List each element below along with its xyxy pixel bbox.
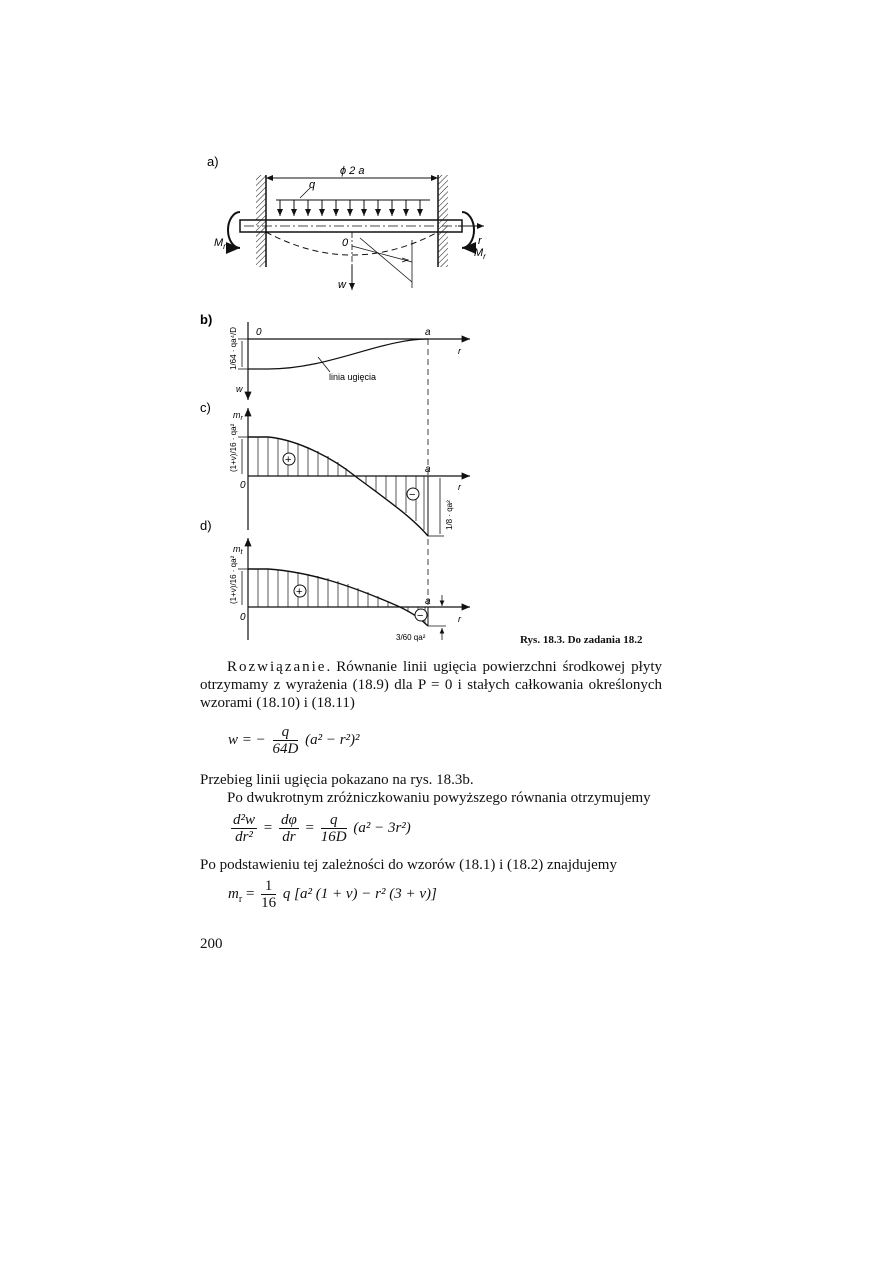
panel-d [200, 518, 470, 642]
f3-num: 1 [261, 878, 276, 895]
mt-hatch [258, 569, 425, 623]
f2-rhs: (a² − 3r²) [353, 819, 411, 836]
panel-a-label: a) [207, 154, 219, 169]
minus-text-d: − [417, 610, 424, 622]
formula-deflection [228, 724, 360, 757]
mt-top-value: (1+ν)/16 · qa² [229, 555, 238, 604]
paragraph-differentiation: Po dwukrotnym zróżniczkowaniu powyższego równania otrzymujemy [227, 790, 651, 806]
a-d-label: a [425, 596, 431, 607]
mr-hatch [258, 437, 424, 530]
max-deflection-label: 1/64 · qa⁴/D [229, 326, 238, 370]
panel-b-label: b) [200, 312, 213, 327]
plus-text-c: + [285, 454, 292, 466]
origin-d-label: 0 [240, 612, 246, 623]
mr-top-value: (1+ν)/16 · qa² [229, 423, 238, 472]
f3-sub: r [238, 893, 243, 905]
moment-right-label: $M_r$ [474, 247, 486, 261]
r-axis-a-label: r [478, 235, 482, 247]
diameter-label: ϕ 2 a [340, 165, 365, 177]
mr-curve [248, 437, 428, 536]
f2-n3: q [321, 812, 347, 829]
w-axis-a-label: w [338, 279, 346, 291]
f2-d2: dr [282, 829, 296, 845]
r-axis-c-label: r [458, 482, 461, 492]
page-number: 200 [200, 936, 223, 952]
formula-derivative: $\frac{\text{d²w}}{\text{dr²}}$ = $\frac{d\varphi}{dr}$ = $\frac{q}{16D}$ (a² − 3r²) [233, 812, 411, 845]
panel-c-label: c) [200, 400, 211, 415]
mt-axis-label: $m_t$ [233, 544, 243, 556]
f1-lhs: w = − [228, 731, 266, 748]
mt-end-value: 3/60 qa² [396, 633, 426, 642]
f2-n1: d²w [233, 812, 256, 828]
right-wall [438, 175, 448, 267]
load-label: q [309, 179, 316, 191]
a-b-label: a [425, 327, 431, 338]
panel-b [200, 312, 470, 400]
f2-d3: 16D [320, 829, 347, 845]
panel-c [200, 400, 470, 536]
f1-num: q [273, 724, 299, 741]
f1-den: 64D [272, 741, 299, 757]
f2-n2: dφ [280, 812, 297, 828]
f3-den: 16 [261, 895, 277, 911]
deflection-curve [248, 339, 428, 369]
plus-text-d: + [296, 586, 303, 598]
left-wall [256, 175, 266, 267]
formula-moment-r: $m_r$ = $\frac{1}{16}$ q [a² (1 + ν) − r² (3 + ν)] [228, 878, 437, 911]
origin-a-label: 0 [342, 237, 349, 249]
f2-d1: dr² [235, 829, 253, 845]
r-axis-d-label: r [458, 614, 461, 624]
figure-caption: Rys. 18.3. Do zadania 18.2 [520, 634, 643, 646]
moment-right [462, 212, 474, 248]
moment-left-label: $M_r$ [214, 237, 226, 251]
minus-text-c: − [409, 489, 416, 501]
panel-a [207, 154, 486, 291]
panel-d-label: d) [200, 518, 212, 533]
f3-lhs: m [228, 885, 239, 902]
r-axis-b-label: r [458, 346, 461, 356]
solution-text: . Równanie linii ugięcia powierzchni środkowej płyty otrzymamy z wyrażenia (18.9) dla P = 0 i stałych całkowania określonych wzorami (18.10) i (18.11) [200, 659, 662, 711]
paragraph-solution [200, 658, 662, 712]
origin-b-label: 0 [256, 327, 262, 338]
solution-lead: Rozwiązanie [227, 659, 327, 675]
deflection-line-label: linia ugięcia [329, 372, 377, 382]
distributed-load-arrows [280, 200, 420, 216]
paragraph-substitution: Po podstawieniu tej zależności do wzorów (18.1) i (18.2) znajdujemy [200, 857, 617, 873]
f1-rhs: (a² − r²)² [305, 731, 360, 748]
origin-c-label: 0 [240, 480, 246, 491]
paragraph-deflection-ref: Przebieg linii ugięcia pokazano na rys. 18.3b. [200, 772, 474, 788]
w-axis-b-label: w [236, 384, 243, 394]
moment-left [228, 212, 240, 248]
f3-rhs: q [a² (1 + ν) − r² (3 + ν)] [282, 885, 437, 902]
mr-axis-label: $m_r$ [233, 410, 243, 422]
mr-end-value: 1/8 · qa² [445, 500, 454, 530]
a-c-label: a [425, 464, 431, 475]
